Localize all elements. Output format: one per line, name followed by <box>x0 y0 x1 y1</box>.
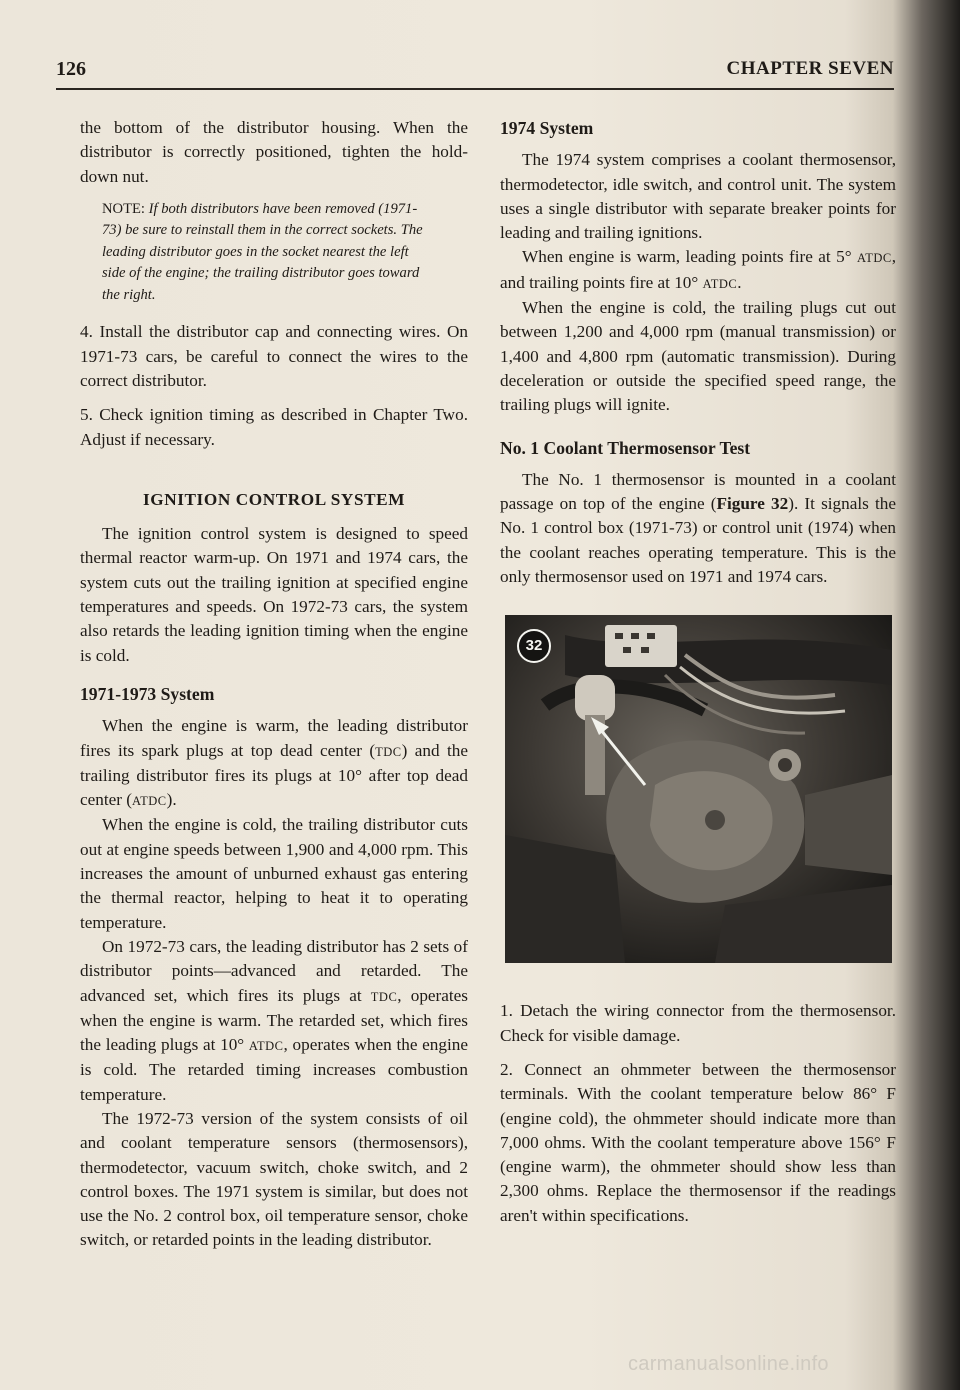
abbr-tdc: TDC <box>375 744 402 759</box>
watermark: carmanualsonline.info <box>628 1353 829 1375</box>
section-heading-ignition-control: IGNITION CONTROL SYSTEM <box>142 489 406 509</box>
engine-photo-illustration <box>505 615 892 963</box>
abbr-atdc: ATDC <box>132 794 167 809</box>
paragraph-1974-cold: When the engine is cold, the trailing plugs cut out between 1,200 and 4,000 rpm (manual transmission) or 1,400 and 4,800 rpm (automatic transmission). During deceleration or outside the specified speed range, the trailing plugs will ignite. <box>500 298 896 415</box>
step-5: 5. Check ignition timing as described in Chapter Two. Adjust if necessary. <box>80 405 468 449</box>
page-number: 126 <box>56 58 86 80</box>
right-column <box>500 116 896 1238</box>
step-2-ohmmeter-test: 2. Connect an ohmmeter between the thermosensor terminals. With the coolant temperature below 86° F (engine cold), the ohmmeter should indicate more than 7,000 ohms. With the coolant temperature above 156° F (engine warm), the ohmmeter should show less than 2,300 ohms. Replace the thermosensor if the readings aren't within specifications. <box>500 1059 896 1225</box>
text-fragment: ). It signals the No. 1 control box (1971-73) or control unit (1974) when the coolant reaches operating temperature. This is the only thermosensor used on 1971 and 1974 cars. <box>500 494 896 587</box>
abbr-atdc: ATDC <box>702 276 738 291</box>
paragraph-1974-warm <box>500 245 896 296</box>
paragraph-distributor-points <box>80 935 468 1107</box>
paragraph-cold-engine: When the engine is cold, the trailing distributor cuts out at engine speeds between 1,900 and 4,000 rpm. This increases the amount of unburned exhaust gas entering the thermal reactor, helping to heat it to operating temperature. <box>80 815 468 932</box>
text-fragment: . <box>737 272 742 292</box>
paragraph-system-version: The 1972-73 version of the system consists of oil and coolant temperature sensors (thermosensors), thermodetector, vacuum switch, choke switch, and 2 control boxes. The 1971 system is similar, but does not use the No. 2 control box, oil temperature sensor, choke switch, or retarded points in the leading distributor. <box>80 1109 468 1250</box>
figure-32-photo <box>505 615 892 963</box>
subheading-1971-1973: 1971-1973 System <box>80 683 215 704</box>
text-fragment: , operates when the engine is cold. The retarded timing increases combustion temperature. <box>80 1035 468 1104</box>
figure-number-badge: 32 <box>517 629 551 663</box>
note-text: If both distributors have been removed (1971-73) be sure to reinstall them in the correct sockets. The leading distributor goes in the socket nearest the left side of the engine; the trailing distributor goes toward the right. <box>102 200 423 303</box>
paragraph-warm-engine <box>80 714 468 813</box>
paragraph-1974-description: The 1974 system comprises a coolant thermosensor, thermodetector, idle switch, and control unit. The system uses a single distributor with separate breaker points for leading and trailing ignitions. <box>500 150 896 243</box>
paragraph-thermosensor-location <box>500 468 896 589</box>
page-header <box>56 58 894 90</box>
text-fragment: , and trailing points fire at 10° <box>500 247 896 292</box>
step-4: 4. Install the distributor cap and connecting wires. On 1971-73 cars, be careful to connect the wires to the correct distributor. <box>80 322 468 390</box>
text-fragment: ). <box>166 790 177 810</box>
step-1-detach-connector: 1. Detach the wiring connector from the thermosensor. Check for visible damage. <box>500 1001 896 1045</box>
text-fragment: On 1972-73 cars, the leading distributor has 2 sets of distributor points—advanced and retarded. The advanced set, which fires its plugs at <box>80 936 468 1005</box>
note-block <box>102 199 424 307</box>
left-column <box>80 116 468 1253</box>
chapter-title: CHAPTER SEVEN <box>726 58 894 79</box>
text-fragment: When engine is warm, leading points fire at 5° <box>522 247 858 267</box>
subheading-1974: 1974 System <box>500 118 594 138</box>
paragraph-distributor-housing: the bottom of the distributor housing. When the distributor is correctly positioned, tighten the hold-down nut. <box>80 118 468 186</box>
paragraph-ignition-intro: The ignition control system is designed to speed thermal reactor warm-up. On 1971 and 1974 cars, the system cuts out the trailing ignition at specified engine temperatures and speeds. On 1972-73 cars, the system also retards the leading ignition timing when the engine is cold. <box>80 524 468 665</box>
abbr-atdc: ATDC <box>857 251 892 266</box>
subheading-thermosensor-test: No. 1 Coolant Thermosensor Test <box>500 437 751 458</box>
text-fragment: , operates when the engine is warm. The retarded set, which fires the leading plugs at 10° <box>80 985 468 1055</box>
text-fragment: The No. 1 thermosensor is mounted in a coolant passage on top of the engine ( <box>500 469 896 514</box>
note-label: NOTE: <box>102 200 145 217</box>
figure-reference: Figure 32 <box>716 494 789 514</box>
text-fragment: When the engine is warm, the leading distributor fires its spark plugs at top dead center ( <box>80 716 468 760</box>
abbr-tdc: TDC <box>370 989 398 1004</box>
text-fragment: ) and the trailing distributor fires its plugs at 10° after top dead center ( <box>80 740 468 810</box>
abbr-atdc: ATDC <box>248 1039 284 1054</box>
